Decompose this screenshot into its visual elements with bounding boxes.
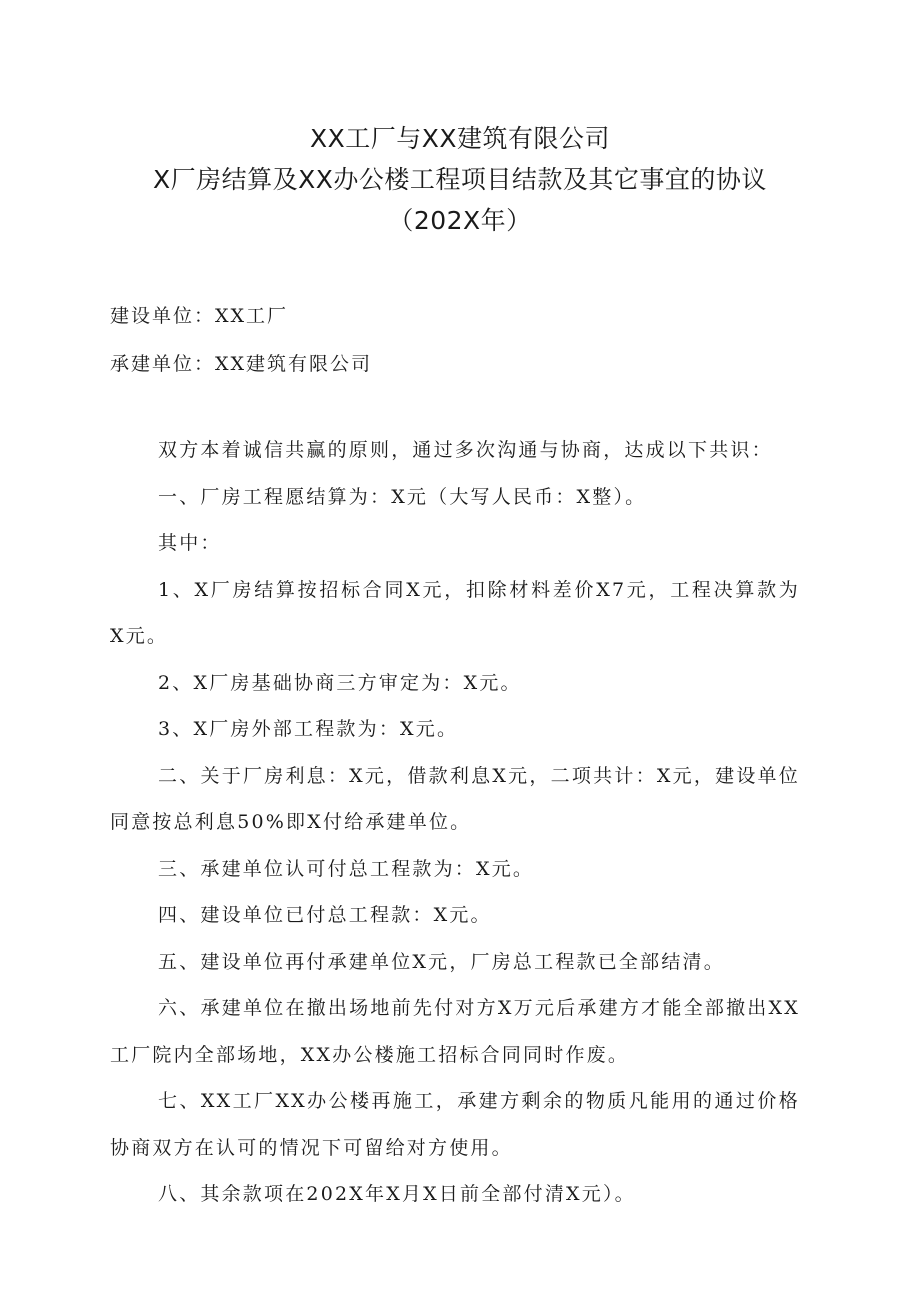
title-line-1: XX工厂与XX建筑有限公司 — [309, 124, 610, 153]
paragraph-clause-2: 二、关于厂房利息：X元，借款利息X元，二项共计：X元，建设单位同意按总利息50%即X付给承建单位。 — [110, 764, 800, 833]
paragraph-clause-8: 八、其余款项在202X年X月X日前全部付清X元）。 — [158, 1183, 636, 1205]
paragraph-item-2: 2、X厂房基础协商三方审定为：X元。 — [158, 671, 522, 694]
paragraph-among-them: 其中： — [158, 532, 222, 554]
owner-line: 建设单位：XX工厂 — [110, 305, 289, 327]
paragraph-item-1: 1、X厂房结算按招标合同X元，扣除材料差价X7元，工程决算款为X元。 — [110, 578, 800, 647]
paragraph-clause-4: 四、建设单位已付总工程款：X元。 — [158, 904, 492, 926]
party-info — [110, 292, 372, 388]
contractor-line: 承建单位：XX建筑有限公司 — [110, 353, 373, 375]
paragraph-intro: 双方本着诚信共赢的原则，通过多次沟通与协商，达成以下共识： — [158, 439, 773, 461]
title-line-2: X厂房结算及XX办公楼工程项目结款及其它事宜的协议 — [153, 165, 767, 194]
paragraph-clause-5: 五、建设单位再付承建单位X元，厂房总工程款已全部结清。 — [158, 950, 725, 973]
title-line-3: （202X年） — [388, 206, 532, 235]
paragraph-clause-7: 七、XX工厂XX办公楼再施工，承建方剩余的物质凡能用的通过价格协商双方在认可的情况下可留给对方使用。 — [110, 1090, 800, 1159]
paragraph-item-3: 3、X厂房外部工程款为：X元。 — [158, 718, 459, 740]
agreement-body — [110, 427, 800, 1218]
document-title — [0, 118, 920, 241]
paragraph-clause-6: 六、承建单位在撤出场地前先付对方X万元后承建方才能全部撤出XX工厂院内全部场地，XX办公楼施工招标合同同时作废。 — [110, 997, 800, 1066]
paragraph-clause-3: 三、承建单位认可付总工程款为：X元。 — [158, 857, 535, 880]
paragraph-clause-1: 一、厂房工程愿结算为：X元（大写人民币：X整）。 — [158, 485, 647, 508]
